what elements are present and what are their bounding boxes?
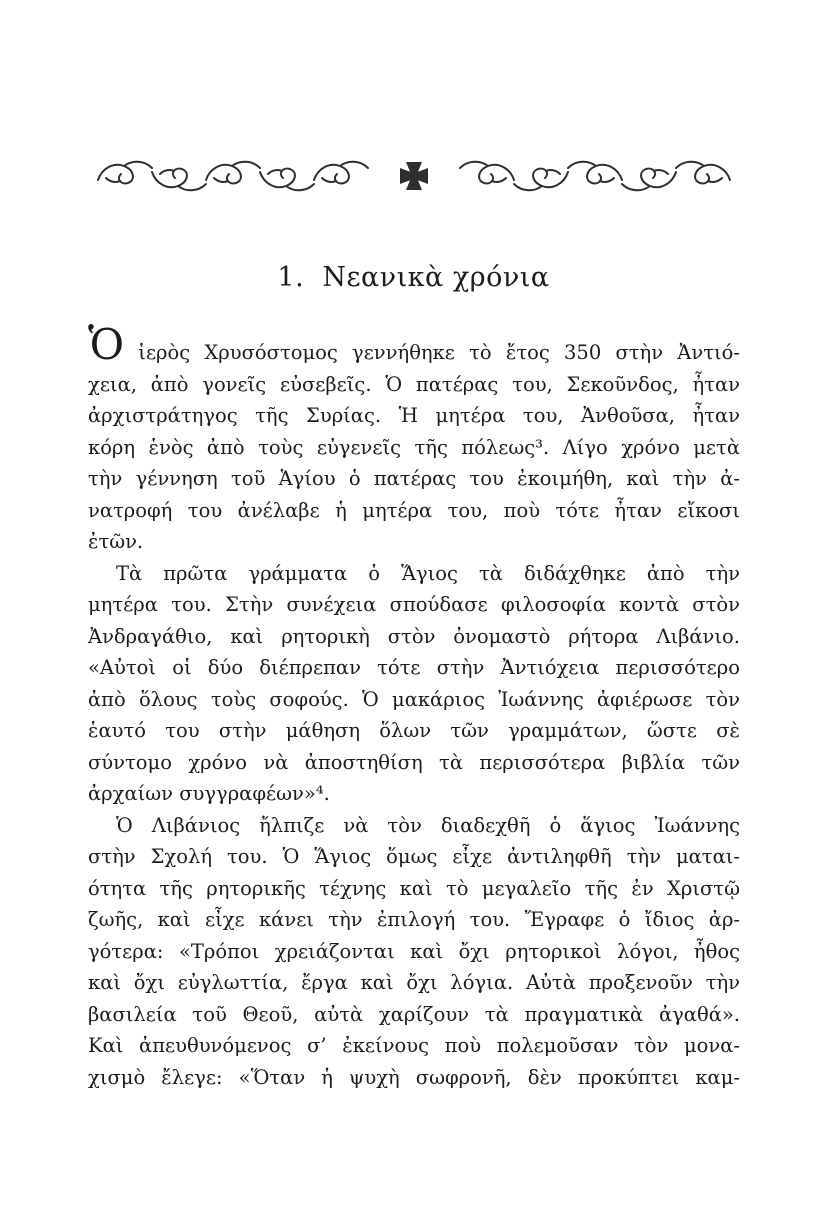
text-line: ότητα τῆς ρητορικῆς τέχνης καὶ τὸ μεγαλεῖο τῆς ἐν Χριστῷ: [88, 876, 740, 900]
text-line: μητέρα του. Στὴν συνέχεια σπούδασε φιλοσοφία κοντὰ στὸν: [88, 593, 740, 616]
text-line: στὴν Σχολή του. Ὁ Ἅγιος ὅμως εἶχε ἀντιληφθῆ τὴν μαται-: [88, 845, 740, 868]
text-line: καὶ ὄχι εὐγλωττία, ἔργα καὶ ὄχι λόγια. Αὐτὰ προξενοῦν τὴν: [88, 971, 740, 994]
text-line: ἑαυτό του στὴν μάθηση ὅλων τῶν γραμμάτων, ὥστε σὲ: [88, 719, 740, 742]
text-line: γότερα: «Τρόποι χρειάζονται καὶ ὄχι ρητορικοὶ λόγοι, ἦθος: [88, 939, 740, 963]
text-line: χεια, ἀπὸ γονεῖς εὐσεβεῖς. Ὁ πατέρας του, Σεκοῦνδος, ἦταν: [88, 372, 740, 396]
text-line: Ἀνδραγάθιο, καὶ ρητορικὴ στὸν ὀνομαστὸ ρήτορα Λιβάνιο.: [88, 624, 740, 648]
initial-capital: Ὁ: [88, 320, 125, 369]
paragraph: [88, 558, 740, 810]
text-line: σύντομο χρόνο νὰ ἀποστηθίση τὰ περισσότερα βιβλία τῶν: [88, 750, 740, 774]
text-line: ἀρχαίων συγγραφέων»⁴.: [88, 782, 330, 805]
text-line: χισμὸ ἔλεγε: «Ὅταν ἡ ψυχὴ σωφρονῆ, δὲν προκύπτει καμ-: [88, 1065, 740, 1089]
text-line: τὴν γέννηση τοῦ Ἁγίου ὁ πατέρας του ἐκοιμήθη, καὶ τὴν ἀ-: [88, 467, 740, 490]
paragraph: [88, 810, 740, 1094]
text-line: «Αὐτοὶ οἱ δύο διέπρεπαν τότε στὴν Ἀντιόχεια περισσότερο: [88, 656, 740, 679]
text-line: ἀπὸ ὅλους τοὺς σοφούς. Ὁ μακάριος Ἰωάννης ἀφιέρωσε τὸν: [88, 687, 740, 711]
paragraph: [88, 320, 740, 558]
text-line: ζωῆς, καὶ εἶχε κάνει τὴν ἐπιλογή του. Ἔγραφε ὁ ἴδιος ἀρ-: [88, 908, 740, 931]
ornament-band: [90, 156, 738, 200]
text-line: Καὶ ἀπευθυνόμενος σ’ ἐκείνους ποὺ πολεμοῦσαν τὸν μονα-: [88, 1034, 740, 1057]
text-line: Ὁ ἱερὸς Χρυσόστομος γεννήθηκε τὸ ἔτος 350 στὴν Ἀντιό-: [88, 320, 740, 369]
left-scrollwork: [98, 162, 368, 191]
text-line: νατροφή του ἀνέλαβε ἡ μητέρα του, ποὺ τότε ἦταν εἴκοσι: [88, 498, 740, 522]
text-line: ἐτῶν.: [88, 530, 144, 553]
right-scrollwork: [460, 162, 730, 191]
text-line: Ὁ Λιβάνιος ἤλπιζε νὰ τὸν διαδεχθῆ ὁ ἅγιος Ἰωάννης: [116, 813, 740, 837]
text-line: Τὰ πρῶτα γράμματα ὁ Ἅγιος τὰ διδάχθηκε ἀπὸ τὴν: [116, 561, 740, 585]
chapter-heading: 1. Νεανικὰ χρόνια: [277, 262, 550, 293]
body-text: [88, 320, 740, 1093]
text-line: ἀρχιστράτηγος τῆς Συρίας. Ἡ μητέρα του, Ἀνθοῦσα, ἦταν: [88, 404, 740, 427]
cross-icon: [400, 162, 428, 190]
scroll-ornament-svg: [90, 156, 738, 196]
text-line: κόρη ἑνὸς ἀπὸ τοὺς εὐγενεῖς τῆς πόλεως³. Λίγο χρόνο μετὰ: [88, 435, 740, 459]
text-line: βασιλεία τοῦ Θεοῦ, αὐτὰ χαρίζουν τὰ πραγματικὰ ἀγαθά».: [88, 1002, 740, 1026]
